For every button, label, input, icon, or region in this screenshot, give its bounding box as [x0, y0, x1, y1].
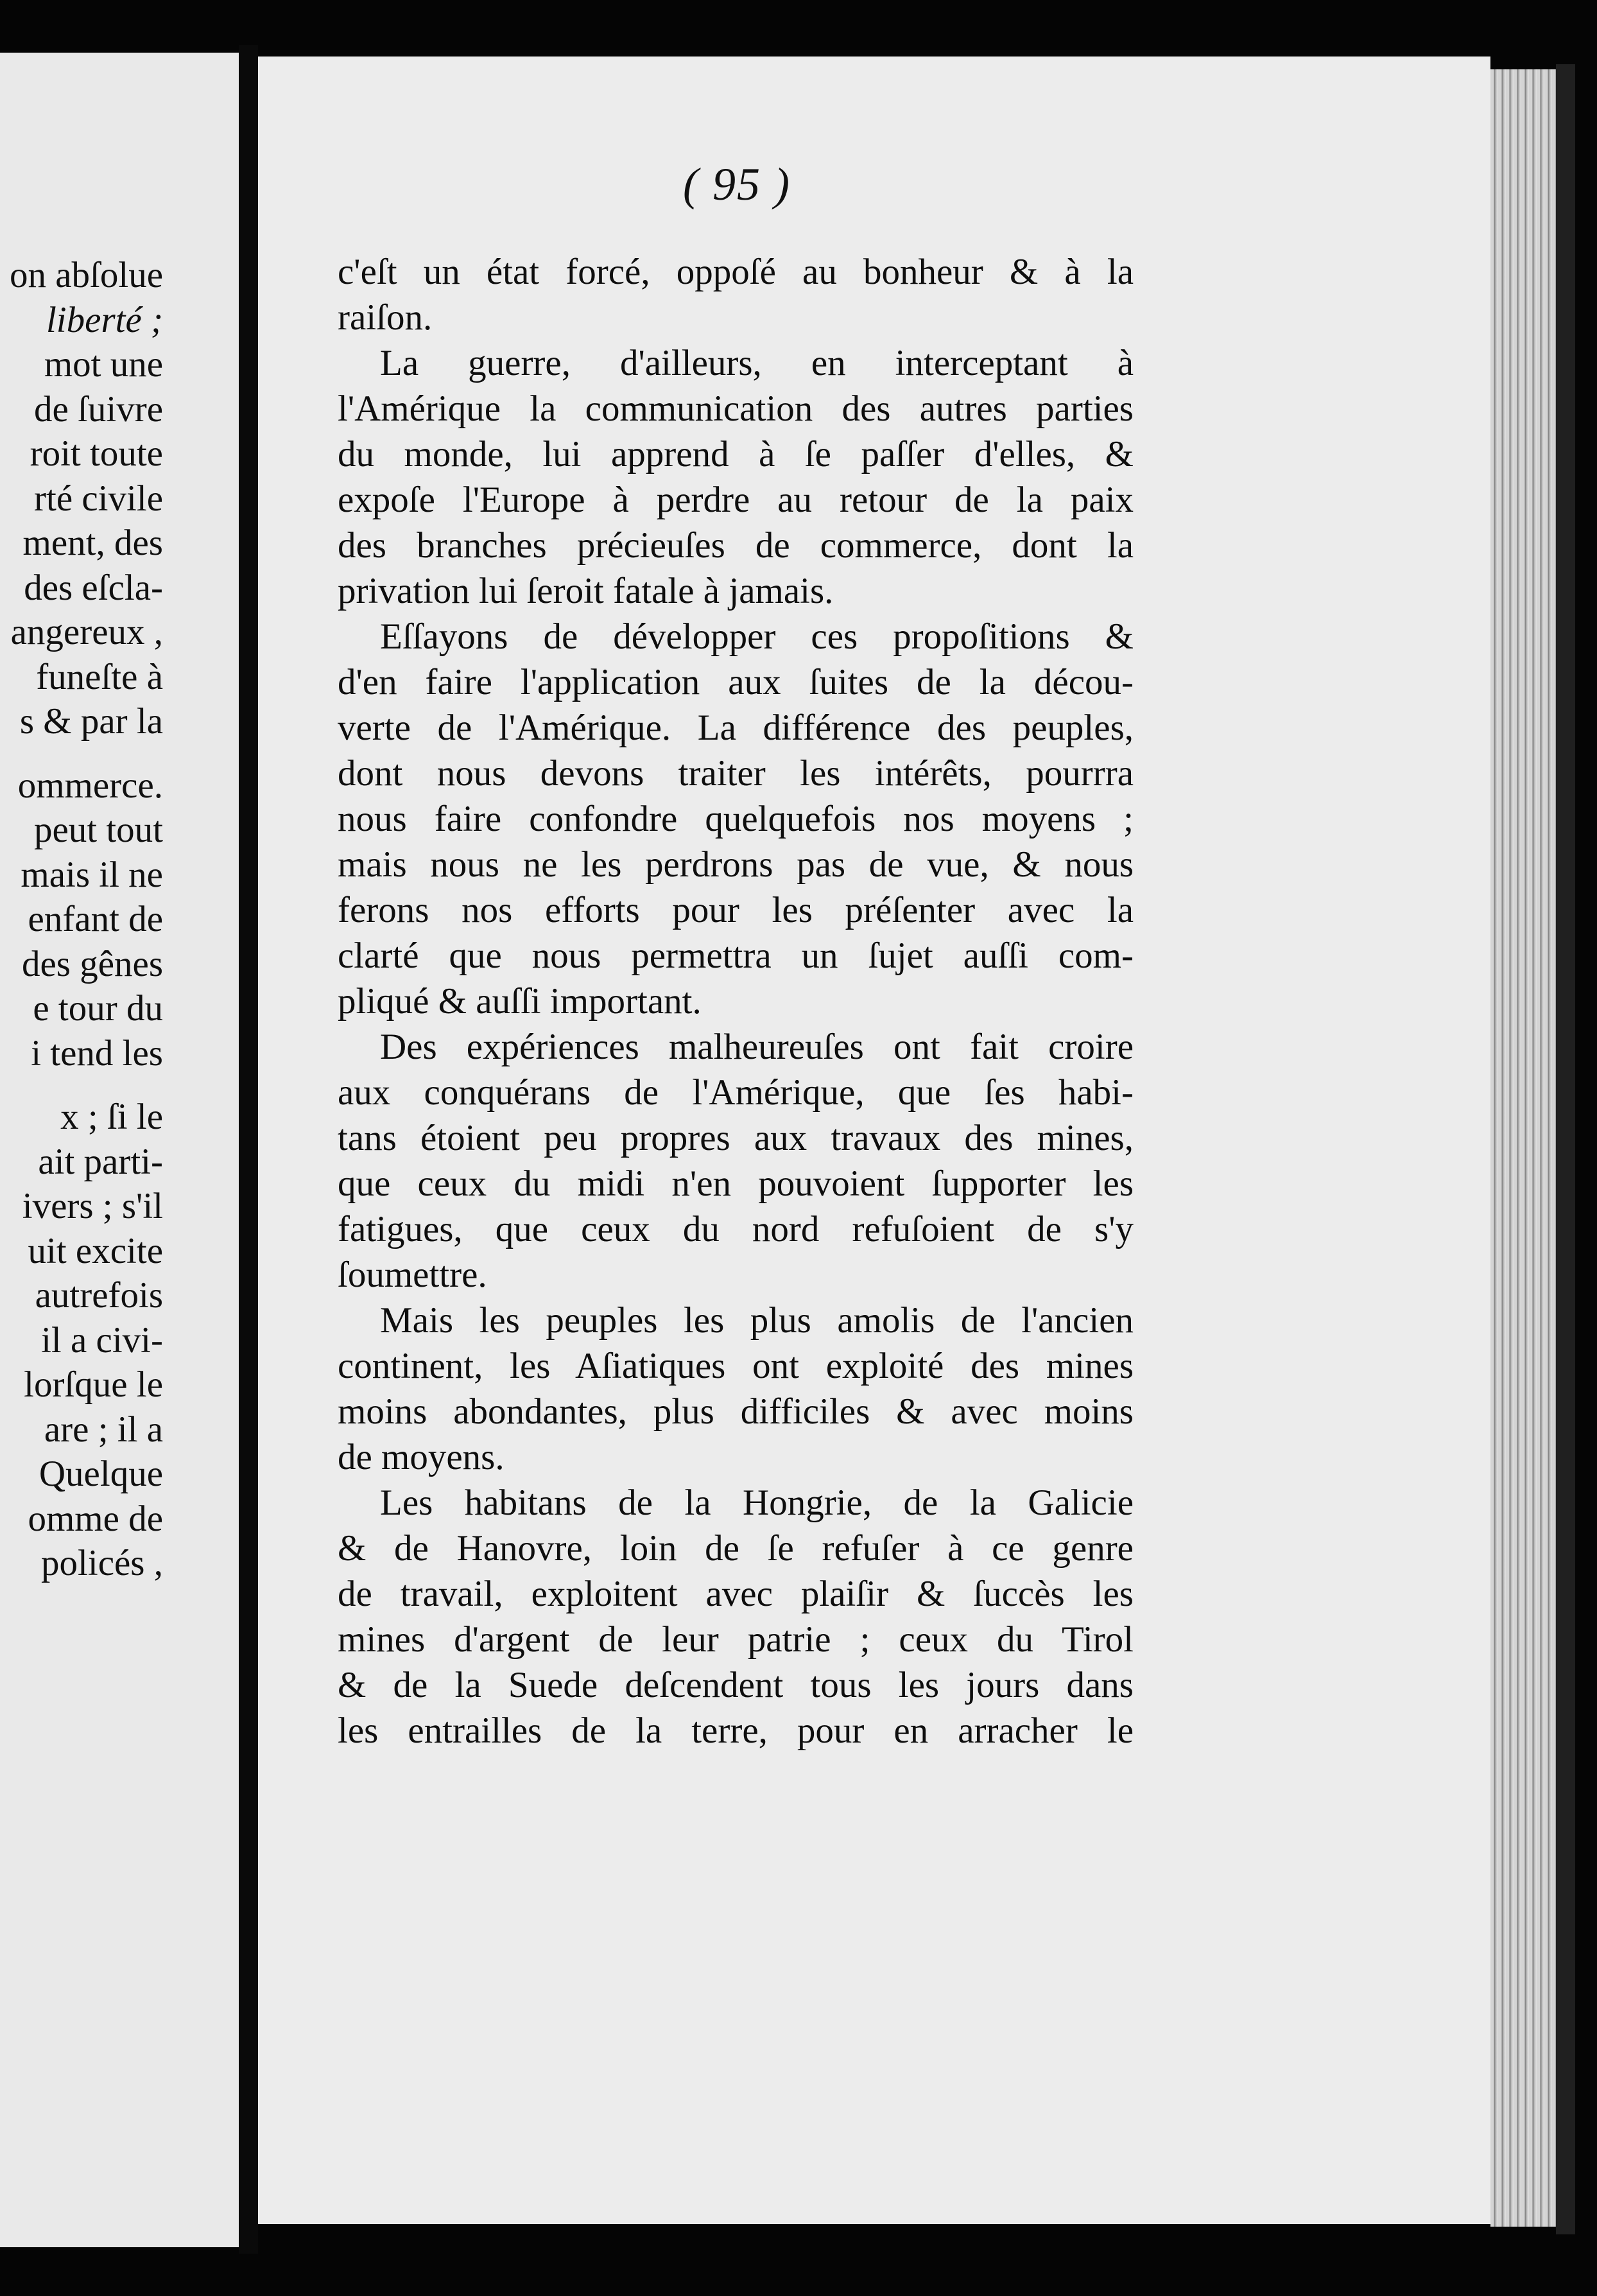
text-line: ferons nos efforts pour les préſenter avec la [338, 890, 1134, 930]
left-page-line: des gênes [21, 943, 163, 984]
left-page-line: Quelque [39, 1454, 163, 1494]
text-line: & de Hanovre, loin de ſe refuſer à ce genre [338, 1528, 1134, 1569]
text-line: que ceux du midi n'en pouvoient ſupporter les [338, 1163, 1134, 1204]
left-page-line: liberté ; [46, 299, 163, 340]
text-line: du monde, lui apprend à ſe paſſer d'elles, & [338, 434, 1134, 474]
left-page-text [0, 53, 163, 2247]
text-line: Des expériences malheureuſes ont fait croire [380, 1027, 1134, 1067]
left-page-line: e tour du [33, 988, 163, 1029]
text-line: Eſſayons de développer ces propoſitions & [380, 616, 1134, 657]
left-page-line: enfant de [28, 899, 163, 939]
text-line: aux conquérans de l'Amérique, que ſes habi- [338, 1072, 1134, 1113]
left-page-line: angereux , [10, 612, 163, 652]
left-page-line: ommerce. [17, 765, 163, 806]
left-page-line: de ſuivre [33, 388, 163, 430]
text-line: raiſon. [338, 297, 433, 338]
left-page-line: s & par la [19, 701, 163, 742]
text-line: nous faire confondre quelquefois nos moyens ; [338, 799, 1134, 839]
text-line: de travail, exploitent avec plaiſir & ſuccès les [338, 1574, 1134, 1614]
text-line: expoſe l'Europe à perdre au retour de la paix [338, 480, 1134, 520]
left-page-line: mais il ne [21, 854, 163, 895]
text-line: l'Amérique la communication des autres parties [338, 388, 1134, 429]
text-line: d'en faire l'application aux ſuites de la décou- [338, 662, 1134, 702]
text-line: & de la Suede deſcendent tous les jours dans [338, 1665, 1134, 1705]
left-page-line: omme de [28, 1498, 163, 1539]
text-line: c'eſt un état forcé, oppoſé au bonheur & à la [338, 252, 1134, 292]
left-page-line: lorſque le [24, 1364, 163, 1405]
left-page-line: ait parti- [38, 1141, 163, 1182]
text-line: ſoumettre. [338, 1255, 487, 1295]
left-page-line: funeſte à [36, 656, 163, 697]
left-page-line: ment, des [22, 523, 163, 563]
text-line: des branches précieuſes de commerce, dont la [338, 525, 1134, 566]
left-page-line: uit excite [28, 1230, 163, 1271]
left-page-line: peut tout [33, 810, 163, 850]
text-line: privation lui ſeroit fatale à jamais. [338, 571, 834, 611]
left-page-line: are ; il a [44, 1409, 163, 1450]
left-page [0, 53, 239, 2247]
text-line: verte de l'Amérique. La différence des peuples, [338, 708, 1134, 748]
page-number: ( 95 ) [683, 159, 791, 210]
text-line: les entrailles de la terre, pour en arracher le [338, 1710, 1134, 1751]
left-page-line: mot une [44, 344, 163, 385]
text-line: mais nous ne les perdrons pas de vue, & nous [338, 844, 1134, 885]
text-line: clarté que nous permettra un ſujet auſſi com- [338, 935, 1134, 976]
left-page-line: on abſolue [9, 255, 163, 295]
text-line: pliqué & auſſi important. [338, 981, 702, 1022]
left-page-line: ivers ; s'il [22, 1186, 163, 1226]
text-line: dont nous devons traiter les intérêts, pourrra [338, 753, 1134, 794]
left-page-line: roit toute [30, 433, 163, 474]
left-page-line: policés , [41, 1543, 163, 1583]
text-line: Les habitans de la Hongrie, de la Galicie [380, 1483, 1134, 1523]
left-page-line: autrefois [35, 1275, 163, 1316]
fore-edge-shadow [1556, 64, 1575, 2234]
text-line: La guerre, d'ailleurs, en interceptant à [380, 343, 1134, 383]
text-line: mines d'argent de leur patrie ; ceux du Tirol [338, 1619, 1134, 1660]
page-body-text [338, 249, 1134, 1753]
book-gutter [239, 45, 258, 2254]
left-page-line: rté civile [34, 478, 163, 519]
left-page-line: x ; ſi le [60, 1097, 163, 1137]
left-page-line: il a civi- [41, 1319, 163, 1361]
page-fore-edge [1490, 69, 1562, 2227]
text-line: tans étoient peu propres aux travaux des mines, [338, 1118, 1134, 1158]
text-line: continent, les Aſiatiques ont exploité des mines [338, 1346, 1134, 1386]
text-line: Mais les peuples les plus amolis de l'ancien [380, 1300, 1134, 1341]
left-page-line: i tend les [31, 1032, 163, 1074]
text-line: de moyens. [338, 1437, 505, 1477]
left-page-line: des eſcla- [24, 567, 163, 608]
text-line: fatigues, que ceux du nord refuſoient de s'y [338, 1209, 1134, 1249]
text-line: moins abondantes, plus difficiles & avec moins [338, 1391, 1134, 1432]
